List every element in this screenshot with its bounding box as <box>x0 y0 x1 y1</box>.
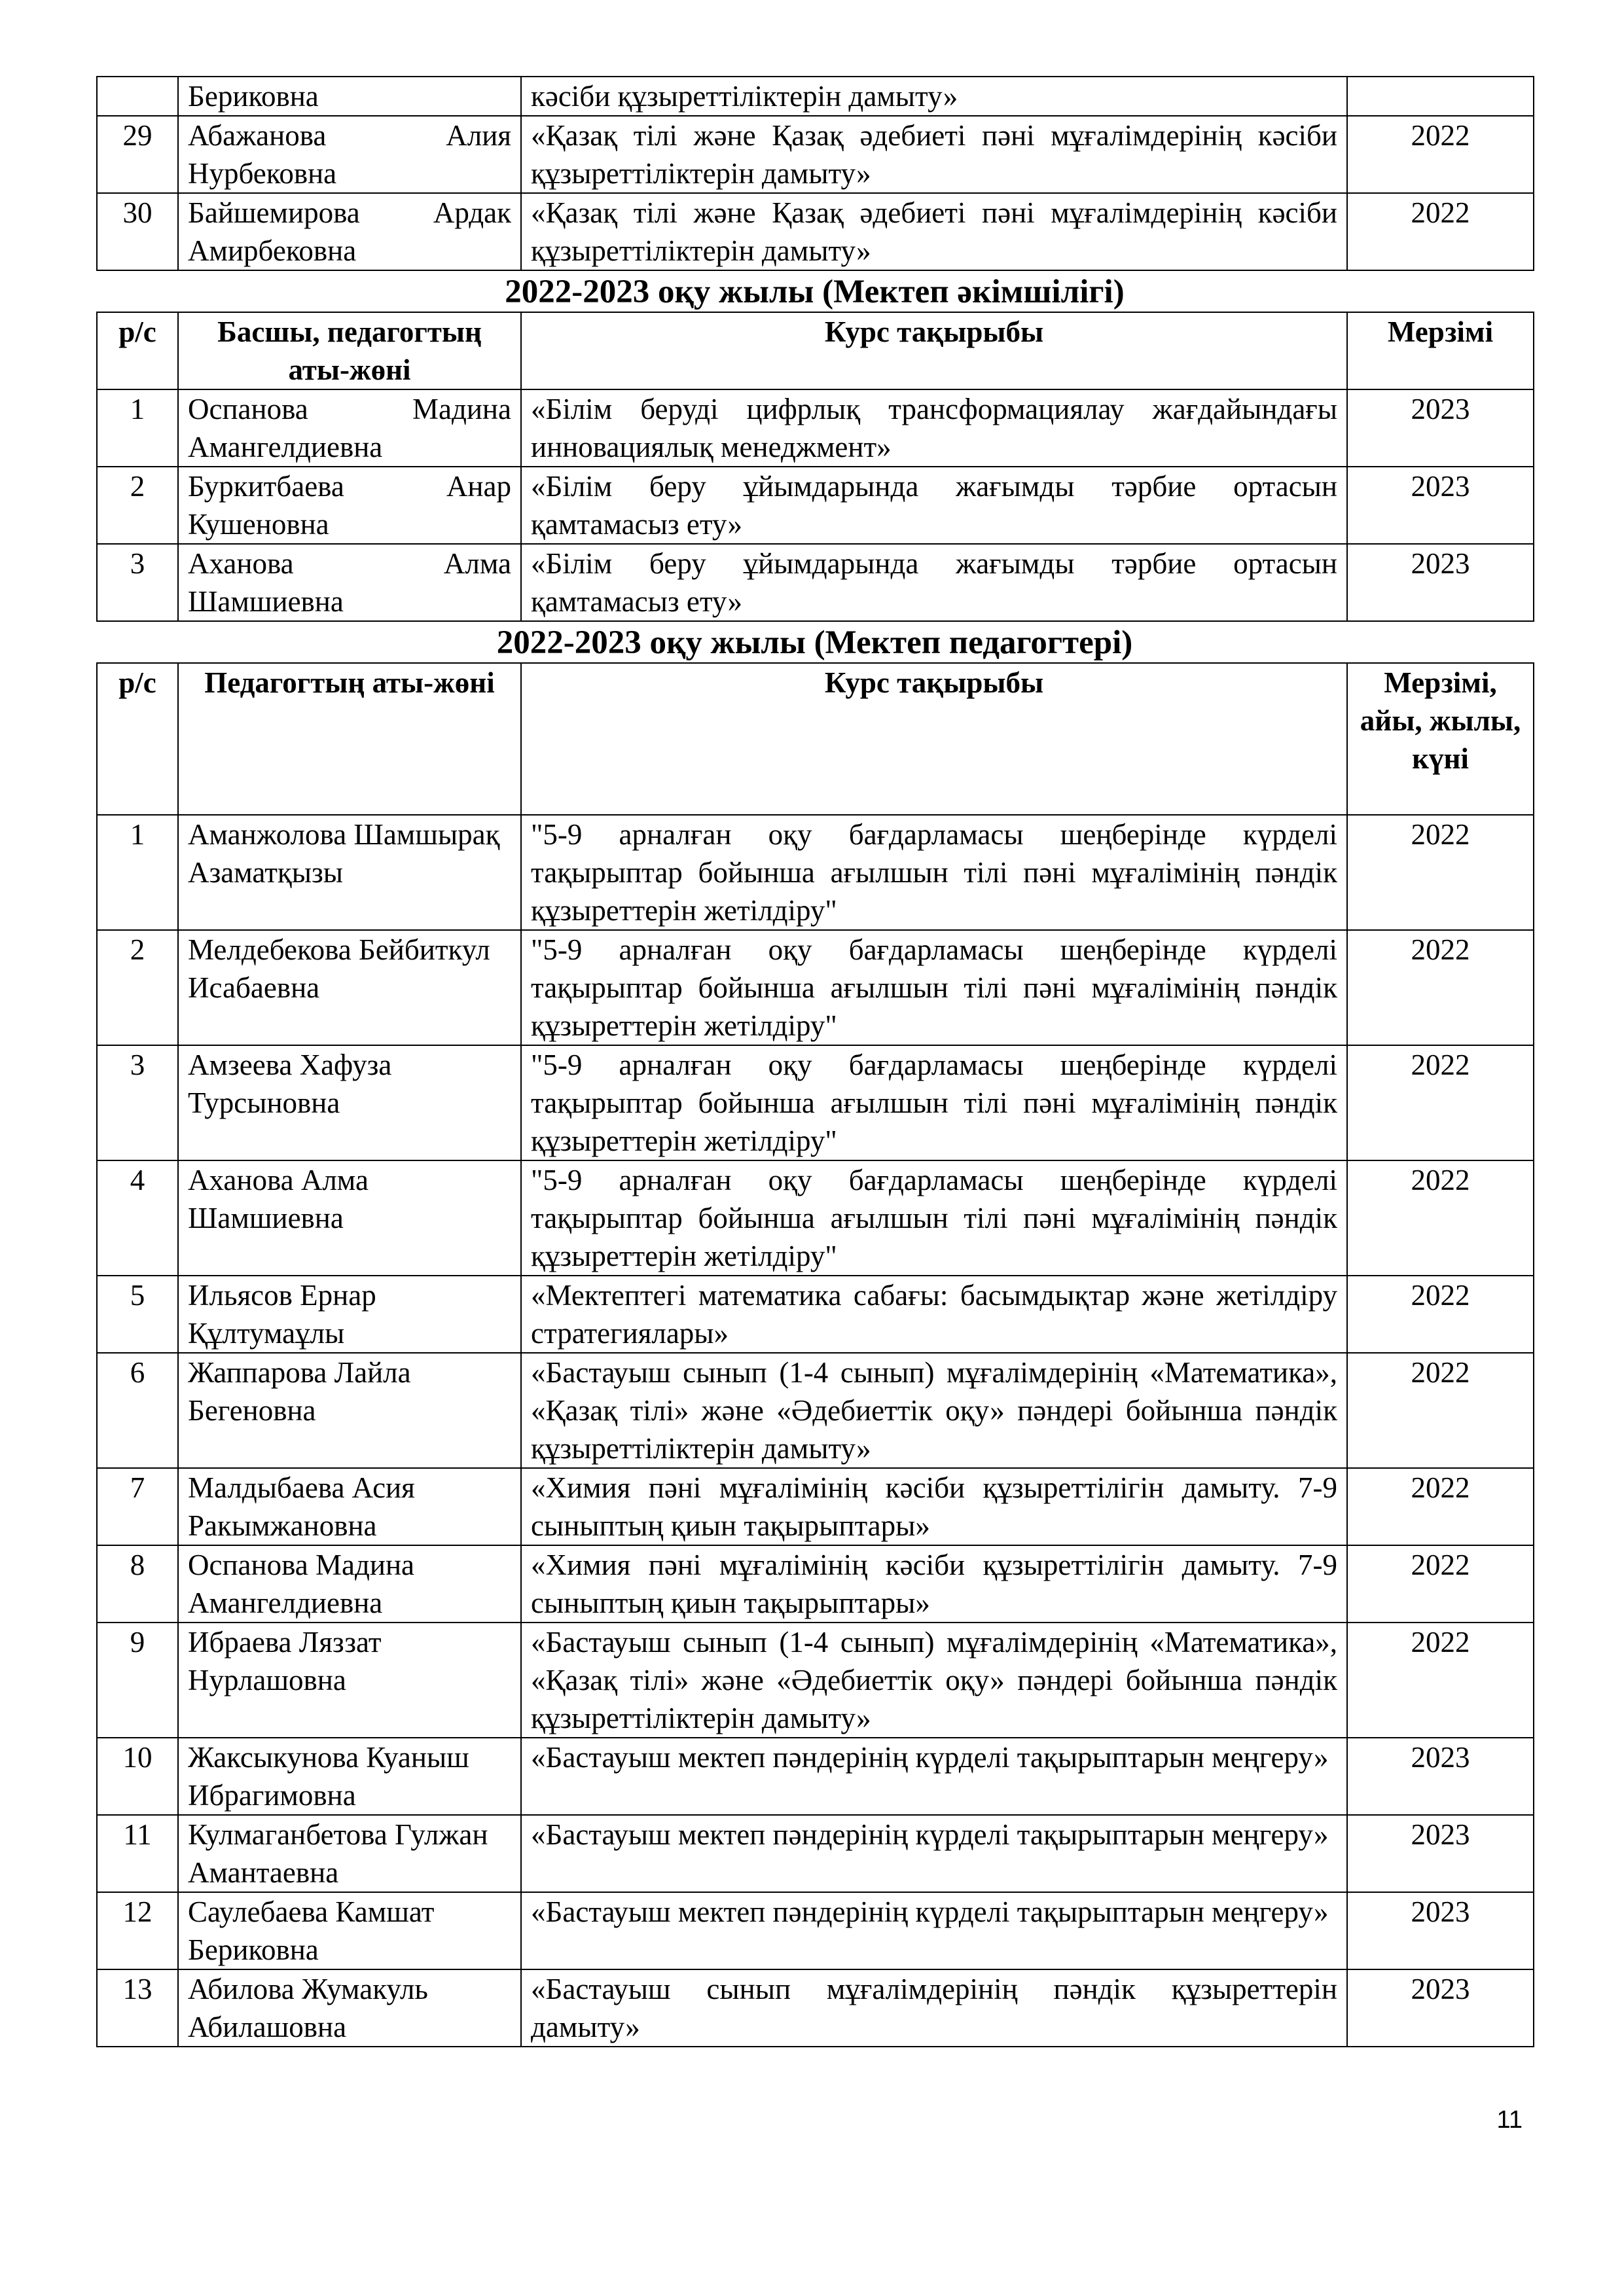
row-number: 1 <box>97 815 178 930</box>
course-topic: "5-9 арналған оқу бағдарламасы шеңберінде күрделі тақырыптар бойынша ағылшын тілі пәні мұғалімінің пәндік құзыреттерін жетілдіру" <box>521 815 1347 930</box>
teachers-section-title: 2022-2023 оқу жылы (Мектеп педагогтері) <box>496 624 1133 661</box>
teacher-name: Саулебаева Камшат Бериковна <box>178 1892 521 1969</box>
course-year: 2023 <box>1347 389 1534 467</box>
table-row <box>97 815 1534 930</box>
admin-section-title: 2022-2023 оқу жылы (Мектеп әкімшілігі) <box>505 274 1125 310</box>
teacher-name: Аманжолова Шамшырақ Азаматқызы <box>178 815 521 930</box>
row-number: 3 <box>97 1045 178 1160</box>
course-topic: «Білім беру ұйымдарында жағымды тәрбие ортасын қамтамасыз ету» <box>521 544 1347 621</box>
table-header-row <box>97 663 1534 815</box>
document-page <box>96 76 1533 2047</box>
row-number: 1 <box>97 389 178 467</box>
row-number: 4 <box>97 1160 178 1276</box>
row-number: 3 <box>97 544 178 621</box>
table-row <box>97 1468 1534 1545</box>
table-row <box>97 930 1534 1045</box>
table-row <box>97 1623 1534 1738</box>
row-number: 6 <box>97 1353 178 1468</box>
table-row <box>97 1738 1534 1815</box>
course-year: 2023 <box>1347 1969 1534 2047</box>
header-name: Басшы, педагогтың аты-жөні <box>178 312 521 389</box>
course-topic: «Бастауыш мектеп пәндерінің күрделі тақырыптарын меңгеру» <box>521 1815 1347 1892</box>
course-topic: «Бастауыш сынып (1-4 сынып) мұғалімдерінің «Математика», «Қазақ тілі» және «Әдебиеттік оқу» пәндері бойынша пәндік құзыреттіліктерін дамыту» <box>521 1623 1347 1738</box>
row-number: 2 <box>97 467 178 544</box>
course-topic: «Бастауыш мектеп пәндерінің күрделі тақырыптарын меңгеру» <box>521 1738 1347 1815</box>
row-number: 7 <box>97 1468 178 1545</box>
course-year: 2022 <box>1347 116 1534 193</box>
course-year: 2022 <box>1347 1276 1534 1353</box>
table-row <box>97 1045 1534 1160</box>
teacher-name: Буркитбаева Анар Кушеновна <box>178 467 521 544</box>
course-year: 2022 <box>1347 193 1534 270</box>
header-course: Курс тақырыбы <box>521 663 1347 815</box>
table-row <box>97 1815 1534 1892</box>
row-number: 8 <box>97 1545 178 1623</box>
course-year: 2022 <box>1347 930 1534 1045</box>
teacher-name: Оспанова Мадина Амангелдиевна <box>178 389 521 467</box>
row-number: 12 <box>97 1892 178 1969</box>
row-number: 5 <box>97 1276 178 1353</box>
teacher-name: Жаппарова Лайла Бегеновна <box>178 1353 521 1468</box>
teachers-table-body <box>97 815 1534 2047</box>
header-name: Педагогтың аты-жөні <box>178 663 521 815</box>
course-year: 2023 <box>1347 1892 1534 1969</box>
row-number <box>97 77 178 116</box>
row-number: 30 <box>97 193 178 270</box>
table-row <box>97 1160 1534 1276</box>
teacher-name: Амзеева Хафуза Турсыновна <box>178 1045 521 1160</box>
row-number: 11 <box>97 1815 178 1892</box>
teacher-name: Аханова Алма Шамшиевна <box>178 1160 521 1276</box>
course-year: 2023 <box>1347 1815 1534 1892</box>
course-topic: «Қазақ тілі және Қазақ әдебиеті пәні мұғалімдерінің кәсіби құзыреттіліктерін дамыту» <box>521 193 1347 270</box>
table-row <box>97 467 1534 544</box>
course-year: 2023 <box>1347 544 1534 621</box>
teacher-name: Кулмаганбетова Гулжан Амантаевна <box>178 1815 521 1892</box>
header-number: р/с <box>97 663 178 815</box>
header-year: Мерзімі <box>1347 312 1534 389</box>
table-row <box>97 1545 1534 1623</box>
course-topic: "5-9 арналған оқу бағдарламасы шеңберінде күрделі тақырыптар бойынша ағылшын тілі пәні мұғалімінің пәндік құзыреттерін жетілдіру" <box>521 1045 1347 1160</box>
course-topic: "5-9 арналған оқу бағдарламасы шеңберінде күрделі тақырыптар бойынша ағылшын тілі пәні мұғалімінің пәндік құзыреттерін жетілдіру" <box>521 930 1347 1045</box>
course-topic: «Қазақ тілі және Қазақ әдебиеті пәні мұғалімдерінің кәсіби құзыреттіліктерін дамыту» <box>521 116 1347 193</box>
table-row <box>97 1969 1534 2047</box>
header-course: Курс тақырыбы <box>521 312 1347 389</box>
table-row <box>97 1892 1534 1969</box>
continuation-table <box>96 76 1534 271</box>
course-year: 2022 <box>1347 815 1534 930</box>
course-year: 2022 <box>1347 1545 1534 1623</box>
course-topic: «Химия пәні мұғалімінің кәсіби құзыреттілігін дамыту. 7-9 сыныптың қиын тақырыптары» <box>521 1545 1347 1623</box>
table-row <box>97 389 1534 467</box>
course-topic: «Білім беру ұйымдарында жағымды тәрбие ортасын қамтамасыз ету» <box>521 467 1347 544</box>
table-row <box>97 1353 1534 1468</box>
course-topic: «Бастауыш сынып (1-4 сынып) мұғалімдерінің «Математика», «Қазақ тілі» және «Әдебиеттік оқу» пәндері бойынша пәндік құзыреттіліктерін дамыту» <box>521 1353 1347 1468</box>
teachers-table <box>96 662 1534 2047</box>
teacher-name: Малдыбаева Асия Ракымжановна <box>178 1468 521 1545</box>
course-topic: «Бастауыш сынып мұғалімдерінің пәндік құзыреттерін дамыту» <box>521 1969 1347 2047</box>
course-year: 2022 <box>1347 1623 1534 1738</box>
row-number: 9 <box>97 1623 178 1738</box>
course-topic: «Білім беруді цифрлық трансформациялау жағдайындағы инновациялық менеджмент» <box>521 389 1347 467</box>
course-year: 2022 <box>1347 1045 1534 1160</box>
course-year <box>1347 77 1534 116</box>
row-number: 2 <box>97 930 178 1045</box>
page-number: 11 <box>1496 2106 1523 2134</box>
table-row <box>97 116 1534 193</box>
table-row <box>97 544 1534 621</box>
course-year: 2023 <box>1347 467 1534 544</box>
teacher-name: Мелдебекова Бейбиткул Исабаевна <box>178 930 521 1045</box>
teacher-name: Бериковна <box>178 77 521 116</box>
course-topic: «Бастауыш мектеп пәндерінің күрделі тақырыптарын меңгеру» <box>521 1892 1347 1969</box>
course-year: 2023 <box>1347 1738 1534 1815</box>
teacher-name: Байшемирова Ардак Амирбековна <box>178 193 521 270</box>
course-topic: «Мектептегі математика сабағы: басымдықтар және жетілдіру стратегиялары» <box>521 1276 1347 1353</box>
course-topic: "5-9 арналған оқу бағдарламасы шеңберінде күрделі тақырыптар бойынша ағылшын тілі пәні мұғалімінің пәндік құзыреттерін жетілдіру" <box>521 1160 1347 1276</box>
teacher-name: Абилова Жумакуль Абилашовна <box>178 1969 521 2047</box>
row-number: 13 <box>97 1969 178 2047</box>
teacher-name: Ибраева Ляззат Нурлашовна <box>178 1623 521 1738</box>
header-year: Мерзімі, айы, жылы, күні <box>1347 663 1534 815</box>
table-header-row <box>97 312 1534 389</box>
teacher-name: Жаксыкунова Куаныш Ибрагимовна <box>178 1738 521 1815</box>
teacher-name: Ильясов Ернар Құлтумаұлы <box>178 1276 521 1353</box>
table-row <box>97 77 1534 116</box>
table-row <box>97 1276 1534 1353</box>
teacher-name: Абажанова Алия Нурбековна <box>178 116 521 193</box>
course-topic: «Химия пәні мұғалімінің кәсіби құзыреттілігін дамыту. 7-9 сыныптың қиын тақырыптары» <box>521 1468 1347 1545</box>
teacher-name: Аханова Алма Шамшиевна <box>178 544 521 621</box>
row-number: 29 <box>97 116 178 193</box>
row-number: 10 <box>97 1738 178 1815</box>
course-topic: кәсіби құзыреттіліктерін дамыту» <box>521 77 1347 116</box>
course-year: 2022 <box>1347 1468 1534 1545</box>
table-row <box>97 193 1534 270</box>
admin-table <box>96 312 1534 622</box>
header-number: р/с <box>97 312 178 389</box>
teacher-name: Оспанова Мадина Амангелдиевна <box>178 1545 521 1623</box>
course-year: 2022 <box>1347 1160 1534 1276</box>
course-year: 2022 <box>1347 1353 1534 1468</box>
